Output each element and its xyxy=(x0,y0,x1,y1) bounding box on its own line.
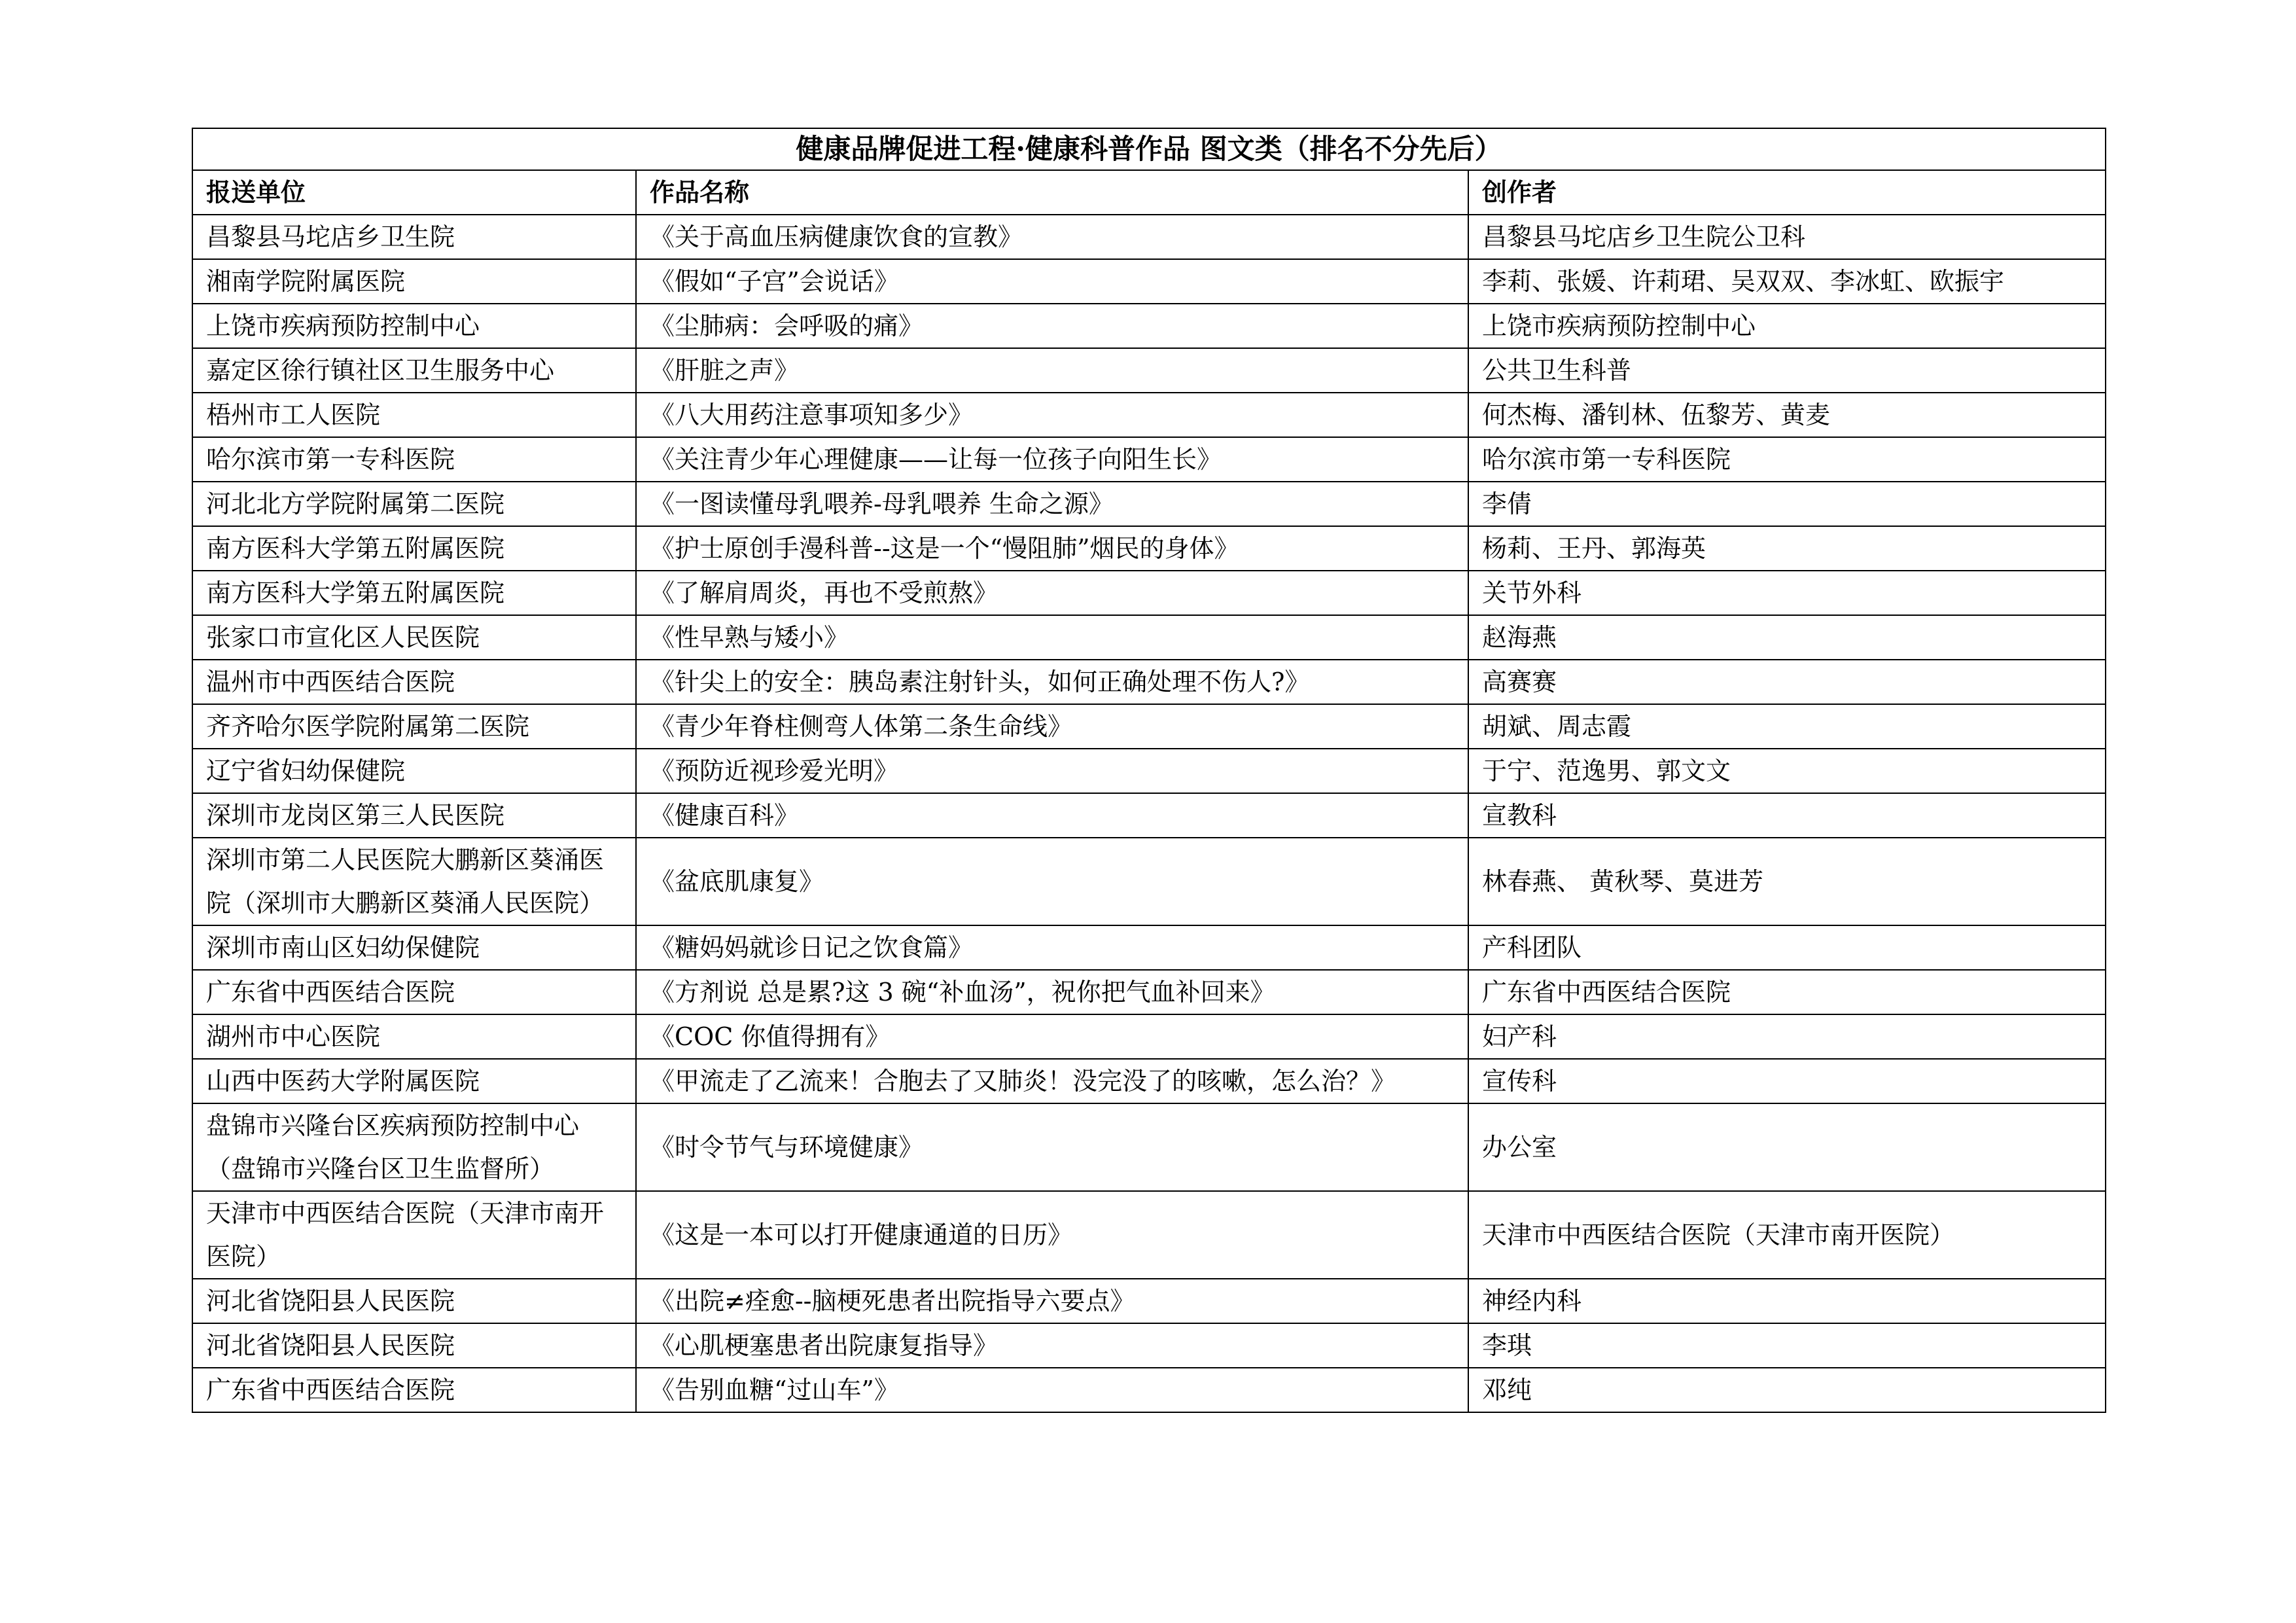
table-row xyxy=(192,925,2106,970)
cell-unit: 深圳市龙岗区第三人民医院 xyxy=(192,793,636,838)
cell-work-title: 《方剂说 总是累?这 3 碗“补血汤”，祝你把气血补回来》 xyxy=(636,970,1468,1014)
cell-unit: 辽宁省妇幼保健院 xyxy=(192,749,636,793)
cell-author: 公共卫生科普 xyxy=(1468,348,2106,393)
cell-work-title: 《八大用药注意事项知多少》 xyxy=(636,393,1468,437)
table-row xyxy=(192,615,2106,660)
cell-work-title: 《出院≠痊愈--脑梗死患者出院指导六要点》 xyxy=(636,1279,1468,1323)
column-header-author: 创作者 xyxy=(1468,170,2106,215)
column-header-work: 作品名称 xyxy=(636,170,1468,215)
table-row xyxy=(192,526,2106,571)
table-body xyxy=(192,215,2106,1412)
header-row xyxy=(192,170,2106,215)
table-row xyxy=(192,482,2106,526)
table-row xyxy=(192,1323,2106,1368)
cell-work-title: 《盆底肌康复》 xyxy=(636,838,1468,925)
cell-work-title: 《护士原创手漫科普--这是一个“慢阻肺”烟民的身体》 xyxy=(636,526,1468,571)
cell-work-title: 《时令节气与环境健康》 xyxy=(636,1103,1468,1191)
table-row xyxy=(192,1191,2106,1279)
cell-author: 办公室 xyxy=(1468,1103,2106,1191)
cell-unit: 广东省中西医结合医院 xyxy=(192,970,636,1014)
cell-author: 李莉、张媛、许莉珺、吴双双、李冰虹、欧振宇 xyxy=(1468,259,2106,304)
table-row xyxy=(192,1103,2106,1191)
cell-unit: 河北省饶阳县人民医院 xyxy=(192,1323,636,1368)
cell-author: 胡斌、周志霞 xyxy=(1468,704,2106,749)
table-row xyxy=(192,1014,2106,1059)
cell-author: 李倩 xyxy=(1468,482,2106,526)
cell-work-title: 《告别血糖“过山车”》 xyxy=(636,1368,1468,1412)
cell-work-title: 《COC 你值得拥有》 xyxy=(636,1014,1468,1059)
cell-work-title: 《尘肺病：会呼吸的痛》 xyxy=(636,304,1468,348)
table-row xyxy=(192,793,2106,838)
cell-work-title: 《甲流走了乙流来！合胞去了又肺炎！没完没了的咳嗽，怎么治？》 xyxy=(636,1059,1468,1103)
cell-unit: 湘南学院附属医院 xyxy=(192,259,636,304)
cell-work-title: 《健康百科》 xyxy=(636,793,1468,838)
cell-work-title: 《了解肩周炎，再也不受煎熬》 xyxy=(636,571,1468,615)
cell-work-title: 《关于高血压病健康饮食的宣教》 xyxy=(636,215,1468,259)
cell-work-title: 《预防近视珍爱光明》 xyxy=(636,749,1468,793)
table-row xyxy=(192,215,2106,259)
cell-work-title: 《肝脏之声》 xyxy=(636,348,1468,393)
table-row xyxy=(192,1279,2106,1323)
table-row xyxy=(192,259,2106,304)
cell-author: 哈尔滨市第一专科医院 xyxy=(1468,437,2106,482)
cell-author: 于宁、范逸男、郭文文 xyxy=(1468,749,2106,793)
cell-author: 关节外科 xyxy=(1468,571,2106,615)
cell-author: 李琪 xyxy=(1468,1323,2106,1368)
cell-author: 昌黎县马坨店乡卫生院公卫科 xyxy=(1468,215,2106,259)
table-row xyxy=(192,348,2106,393)
cell-author: 宣教科 xyxy=(1468,793,2106,838)
cell-unit: 深圳市南山区妇幼保健院 xyxy=(192,925,636,970)
cell-unit: 张家口市宣化区人民医院 xyxy=(192,615,636,660)
cell-work-title: 《关注青少年心理健康——让每一位孩子向阳生长》 xyxy=(636,437,1468,482)
cell-author: 神经内科 xyxy=(1468,1279,2106,1323)
column-header-unit: 报送单位 xyxy=(192,170,636,215)
cell-work-title: 《糖妈妈就诊日记之饮食篇》 xyxy=(636,925,1468,970)
cell-unit: 深圳市第二人民医院大鹏新区葵涌医院（深圳市大鹏新区葵涌人民医院） xyxy=(192,838,636,925)
cell-author: 高赛赛 xyxy=(1468,660,2106,704)
table-row xyxy=(192,571,2106,615)
table-row xyxy=(192,704,2106,749)
works-table xyxy=(192,128,2106,1413)
cell-unit: 盘锦市兴隆台区疾病预防控制中心（盘锦市兴隆台区卫生监督所） xyxy=(192,1103,636,1191)
cell-author: 广东省中西医结合医院 xyxy=(1468,970,2106,1014)
cell-unit: 温州市中西医结合医院 xyxy=(192,660,636,704)
cell-unit: 广东省中西医结合医院 xyxy=(192,1368,636,1412)
table-row xyxy=(192,393,2106,437)
cell-author: 妇产科 xyxy=(1468,1014,2106,1059)
table-row xyxy=(192,1368,2106,1412)
cell-unit: 嘉定区徐行镇社区卫生服务中心 xyxy=(192,348,636,393)
cell-unit: 湖州市中心医院 xyxy=(192,1014,636,1059)
cell-author: 林春燕、 黄秋琴、莫进芳 xyxy=(1468,838,2106,925)
cell-author: 何杰梅、潘钊林、伍黎芳、黄麦 xyxy=(1468,393,2106,437)
cell-author: 天津市中西医结合医院（天津市南开医院） xyxy=(1468,1191,2106,1279)
cell-unit: 南方医科大学第五附属医院 xyxy=(192,571,636,615)
cell-author: 赵海燕 xyxy=(1468,615,2106,660)
cell-work-title: 《假如“子宫”会说话》 xyxy=(636,259,1468,304)
cell-unit: 河北北方学院附属第二医院 xyxy=(192,482,636,526)
table-row xyxy=(192,660,2106,704)
cell-unit: 天津市中西医结合医院（天津市南开医院） xyxy=(192,1191,636,1279)
cell-unit: 昌黎县马坨店乡卫生院 xyxy=(192,215,636,259)
cell-unit: 齐齐哈尔医学院附属第二医院 xyxy=(192,704,636,749)
cell-work-title: 《青少年脊柱侧弯人体第二条生命线》 xyxy=(636,704,1468,749)
cell-work-title: 《心肌梗塞患者出院康复指导》 xyxy=(636,1323,1468,1368)
cell-unit: 河北省饶阳县人民医院 xyxy=(192,1279,636,1323)
cell-author: 邓纯 xyxy=(1468,1368,2106,1412)
table-row xyxy=(192,970,2106,1014)
table-row xyxy=(192,304,2106,348)
cell-work-title: 《一图读懂母乳喂养-母乳喂养 生命之源》 xyxy=(636,482,1468,526)
cell-author: 产科团队 xyxy=(1468,925,2106,970)
table-title: 健康品牌促进工程·健康科普作品 图文类（排名不分先后） xyxy=(192,128,2106,170)
cell-unit: 上饶市疾病预防控制中心 xyxy=(192,304,636,348)
table-row xyxy=(192,749,2106,793)
cell-work-title: 《针尖上的安全：胰岛素注射针头，如何正确处理不伤人?》 xyxy=(636,660,1468,704)
cell-author: 杨莉、王丹、郭海英 xyxy=(1468,526,2106,571)
cell-work-title: 《这是一本可以打开健康通道的日历》 xyxy=(636,1191,1468,1279)
table-row xyxy=(192,1059,2106,1103)
cell-work-title: 《性早熟与矮小》 xyxy=(636,615,1468,660)
cell-unit: 哈尔滨市第一专科医院 xyxy=(192,437,636,482)
cell-unit: 山西中医药大学附属医院 xyxy=(192,1059,636,1103)
cell-unit: 南方医科大学第五附属医院 xyxy=(192,526,636,571)
table-row xyxy=(192,437,2106,482)
cell-author: 宣传科 xyxy=(1468,1059,2106,1103)
table-row xyxy=(192,838,2106,925)
cell-author: 上饶市疾病预防控制中心 xyxy=(1468,304,2106,348)
cell-unit: 梧州市工人医院 xyxy=(192,393,636,437)
